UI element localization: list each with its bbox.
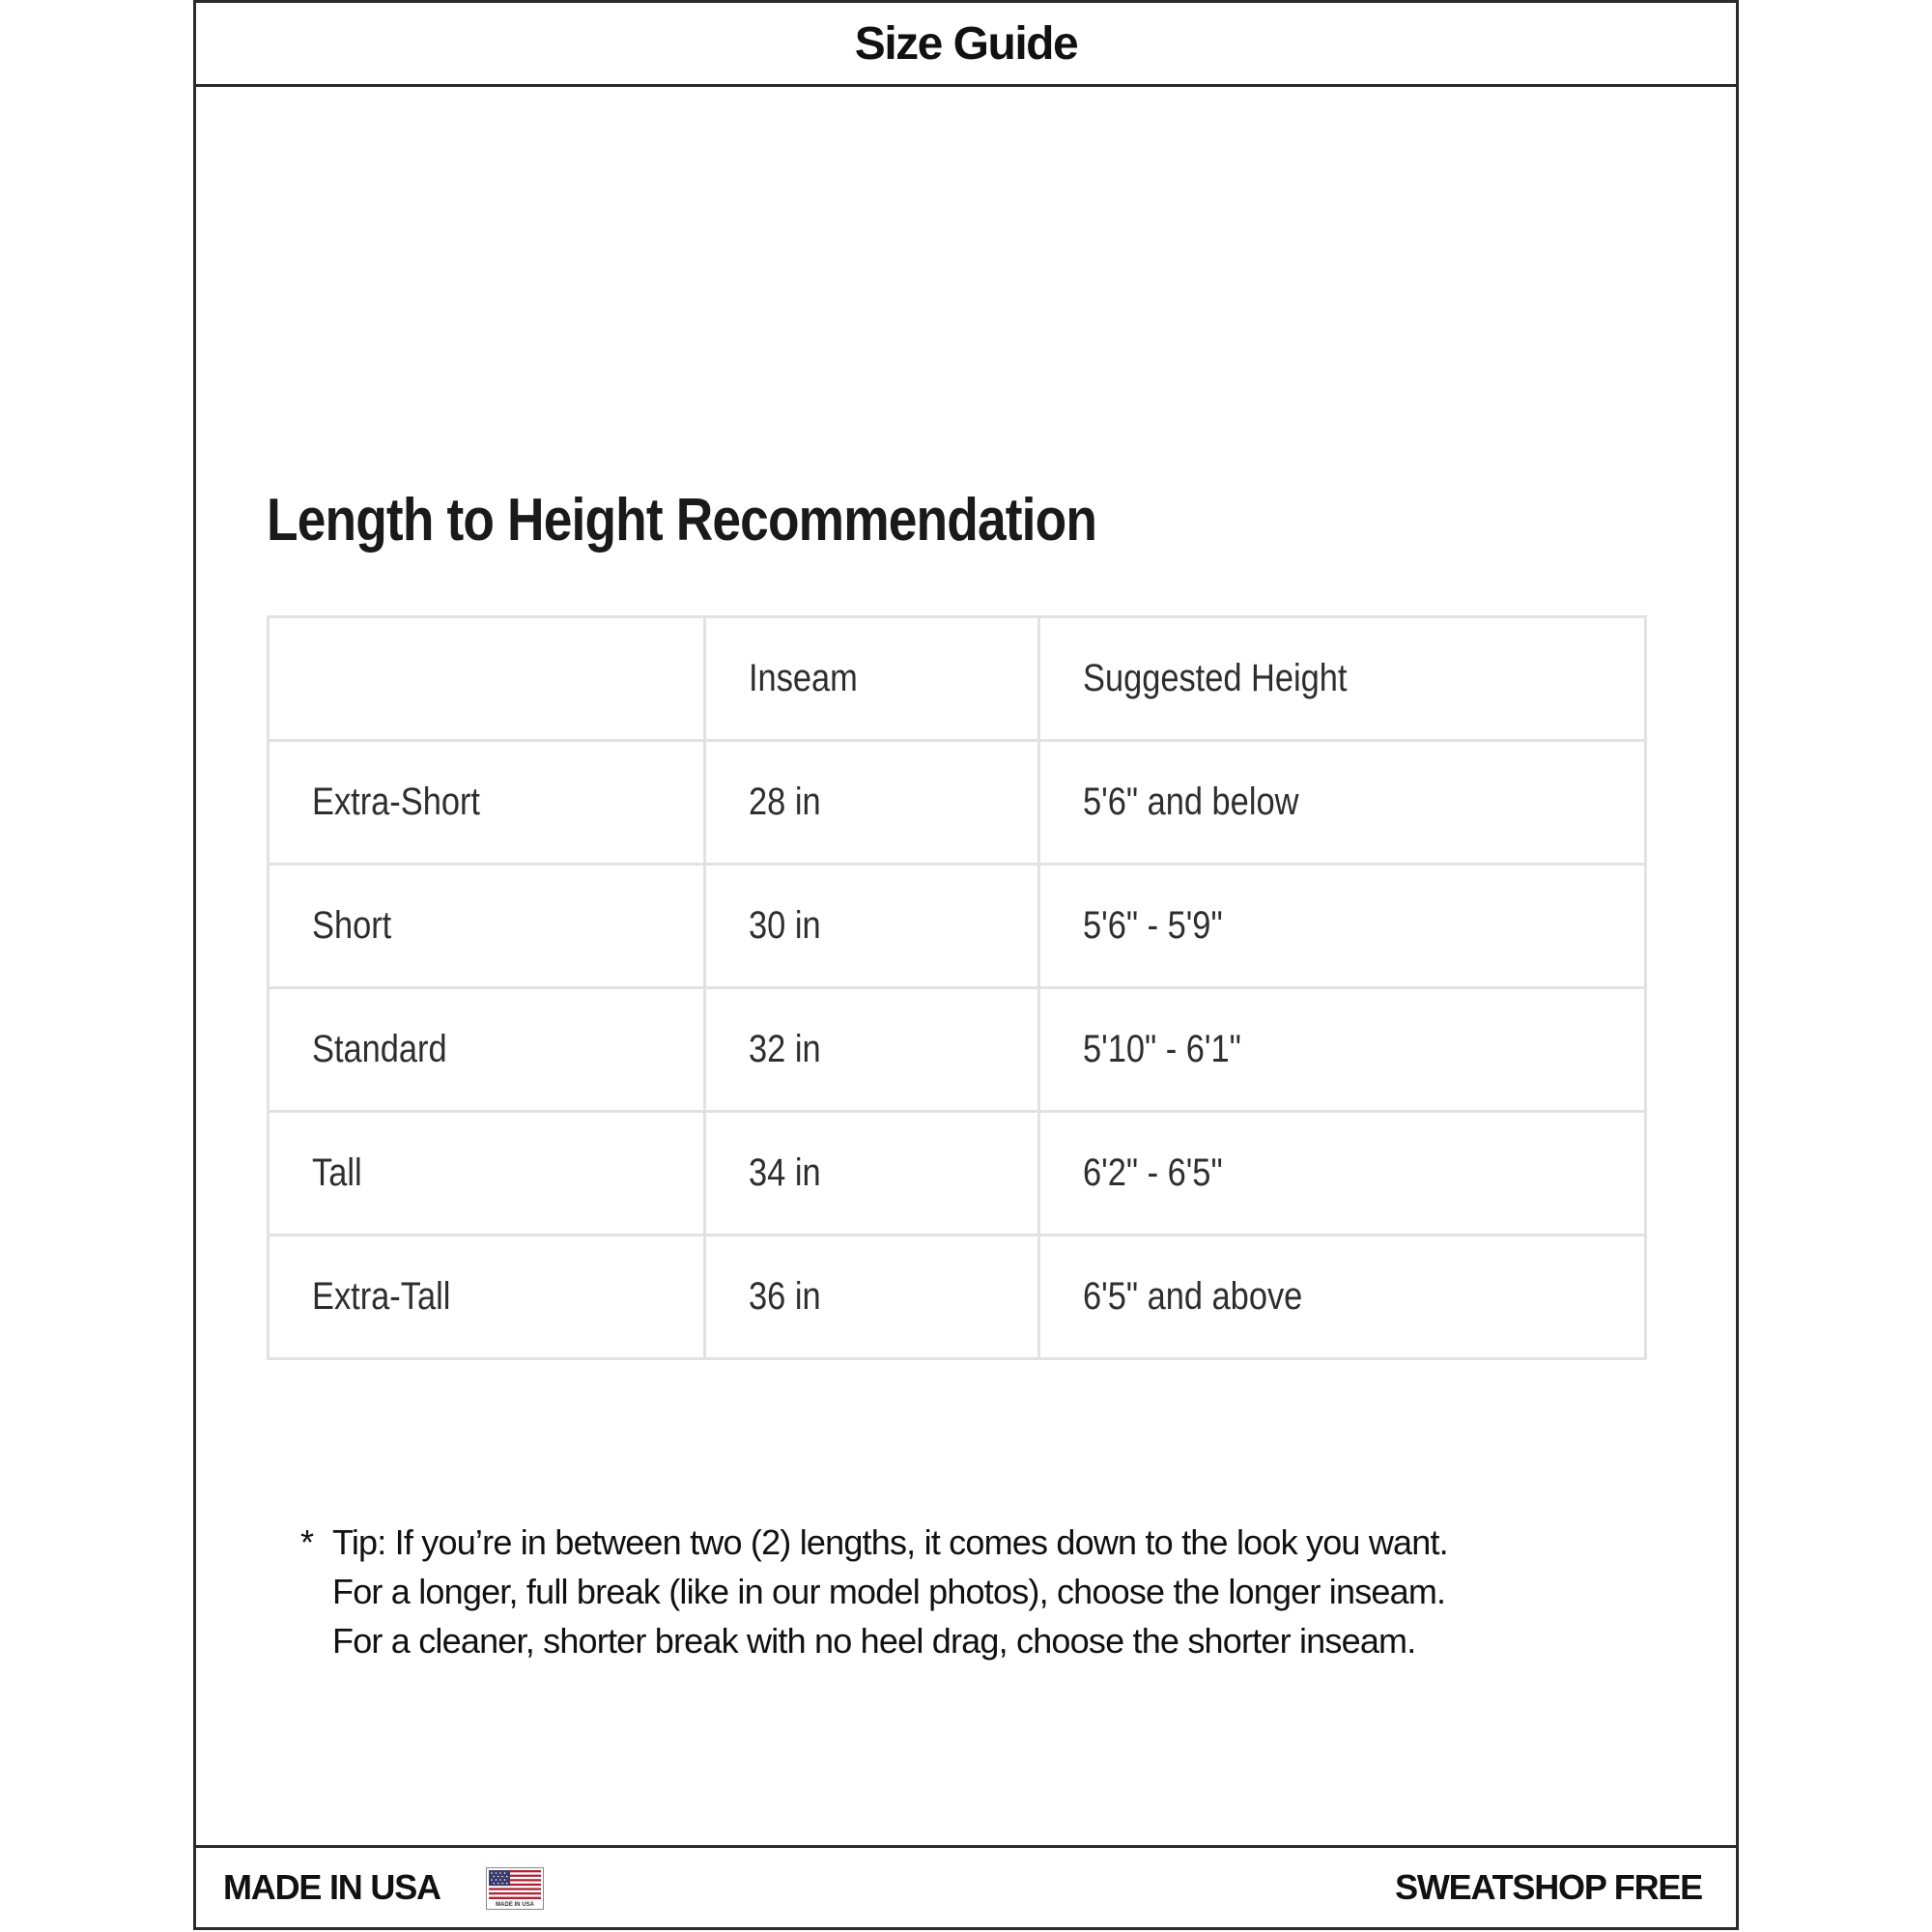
size-cell: Short bbox=[269, 865, 705, 988]
inseam-cell: 36 in bbox=[705, 1236, 1039, 1359]
table-row bbox=[269, 865, 1646, 988]
tip-line-3: For a cleaner, shorter break with no heel drag, choose the shorter inseam. bbox=[332, 1621, 1416, 1661]
height-cell: 5'10" - 6'1" bbox=[1039, 988, 1646, 1112]
size-cell: Extra-Short bbox=[269, 741, 705, 865]
header-cell-inseam: Inseam bbox=[705, 617, 1039, 741]
size-cell: Tall bbox=[269, 1112, 705, 1236]
height-cell: 6'5" and above bbox=[1039, 1236, 1646, 1359]
table-header-row bbox=[269, 617, 1646, 741]
inseam-cell: 32 in bbox=[705, 988, 1039, 1112]
sweatshop-free-label: SWEATSHOP FREE bbox=[1395, 1867, 1702, 1907]
height-cell: 5'6" and below bbox=[1039, 741, 1646, 865]
header-cell-size bbox=[269, 617, 705, 741]
height-cell: 6'2" - 6'5" bbox=[1039, 1112, 1646, 1236]
made-in-usa-label: MADE IN USA bbox=[223, 1867, 440, 1907]
flag-caption: MADE IN USA bbox=[496, 1902, 534, 1908]
inseam-cell: 34 in bbox=[705, 1112, 1039, 1236]
table-row bbox=[269, 988, 1646, 1112]
header-cell-suggested-height: Suggested Height bbox=[1039, 617, 1646, 741]
size-guide-frame bbox=[193, 0, 1739, 1930]
table-row bbox=[269, 1236, 1646, 1359]
inseam-cell: 28 in bbox=[705, 741, 1039, 865]
us-flag-icon bbox=[486, 1867, 544, 1910]
height-cell: 5'6" - 5'9" bbox=[1039, 865, 1646, 988]
header-bar bbox=[196, 3, 1736, 87]
inseam-cell: 30 in bbox=[705, 865, 1039, 988]
footer-bar bbox=[196, 1845, 1736, 1927]
tip-text bbox=[332, 1518, 1448, 1665]
table-row bbox=[269, 741, 1646, 865]
size-cell: Standard bbox=[269, 988, 705, 1112]
tip-line-2: For a longer, full break (like in our model photos), choose the longer inseam. bbox=[332, 1572, 1446, 1611]
size-table bbox=[267, 615, 1647, 1360]
tip-line-1: Tip: If you’re in between two (2) lengths, it comes down to the look you want. bbox=[332, 1522, 1448, 1562]
section-title: Length to Height Recommendation bbox=[267, 487, 1097, 554]
size-cell: Extra-Tall bbox=[269, 1236, 705, 1359]
tip-asterisk: * bbox=[300, 1522, 314, 1562]
page-title: Size Guide bbox=[854, 17, 1078, 70]
table-row bbox=[269, 1112, 1646, 1236]
